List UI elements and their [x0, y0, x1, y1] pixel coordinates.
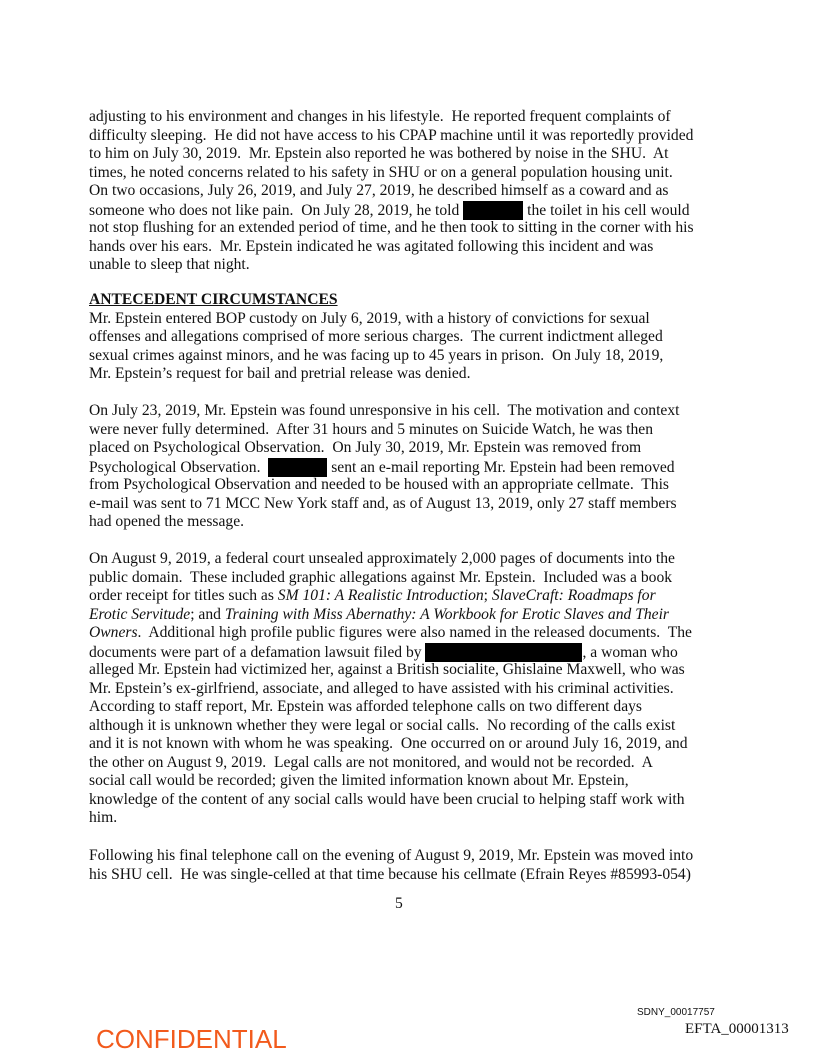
- confidential-stamp: CONFIDENTIAL: [96, 1024, 287, 1054]
- text-segment: the other on August 9, 2019. Legal calls are not monitored, and would not be recorded. A: [89, 753, 653, 771]
- text-segment: sent an e-mail reporting Mr. Epstein had been removed: [327, 458, 675, 476]
- text-segment: had opened the message.: [89, 513, 245, 530]
- text-segment: ; and: [190, 605, 225, 623]
- text-line: [89, 680, 692, 699]
- text-segment: not stop flushing for an extended period of time, and he then took to sitting in the corner with his: [89, 219, 694, 236]
- italic-title: Owners: [89, 624, 138, 641]
- text-segment: social call would be recorded; given the limited information known about Mr. Epstein,: [89, 772, 629, 789]
- text-line: [89, 495, 679, 514]
- text-segment: from Psychological Observation and needed to be housed with an appropriate cellmate. This: [89, 476, 669, 493]
- text-line: [89, 182, 694, 201]
- text-line: [89, 365, 663, 384]
- paragraph-final-call: [89, 847, 693, 884]
- text-line: [89, 772, 692, 791]
- text-segment: him.: [89, 809, 118, 826]
- text-segment: According to staff report, Mr. Epstein was afforded telephone calls on two different days: [89, 698, 642, 715]
- text-line: [89, 219, 694, 238]
- text-line: [89, 476, 679, 495]
- text-segment: times, he noted concerns related to his safety in SHU or on a general population housing unit.: [89, 163, 673, 181]
- text-line: [89, 145, 694, 164]
- text-line: [89, 624, 692, 643]
- text-segment: and it is not known with whom he was speaking. One occurred on or around July 16, 2019, and: [89, 735, 688, 752]
- paragraph-july-23: [89, 402, 679, 532]
- text-segment: his SHU cell. He was single-celled at that time because his cellmate (Efrain Reyes #85993-054): [89, 865, 691, 883]
- text-segment: On August 9, 2019, a federal court unsealed approximately 2,000 pages of documents into the: [89, 550, 675, 567]
- redaction-box: [268, 458, 327, 477]
- text-segment: Following his final telephone call on the evening of August 9, 2019, Mr. Epstein was moved into: [89, 847, 694, 864]
- text-line: [89, 717, 692, 736]
- text-line: [89, 164, 694, 183]
- text-segment: Mr. Epstein entered BOP custody on July 6, 2019, with a history of convictions for sexual: [89, 309, 650, 327]
- bates-sdny: SDNY_00017757: [637, 1007, 715, 1018]
- text-segment: unable to sleep that night.: [89, 256, 250, 273]
- text-line: [89, 328, 663, 347]
- text-segment: the toilet in his cell would: [523, 201, 690, 219]
- text-segment: On two occasions, July 26, 2019, and July 27, 2019, he described himself as a coward and as: [89, 182, 669, 199]
- section-antecedent-circumstances: [89, 291, 663, 384]
- text-line: [89, 238, 694, 257]
- text-line: [89, 809, 692, 828]
- text-line: [89, 108, 694, 127]
- text-line: [89, 402, 679, 421]
- text-segment: although it is unknown whether they were legal or social calls. No recording of the calls exist: [89, 716, 676, 734]
- redaction-box: [425, 643, 582, 662]
- text-line: [89, 587, 692, 606]
- text-line: [89, 421, 679, 440]
- text-segment: placed on Psychological Observation. On July 30, 2019, Mr. Epstein was removed from: [89, 439, 642, 456]
- italic-title: SM 101: A Realistic Introduction: [277, 587, 484, 604]
- text-segment: public domain. These included graphic allegations against Mr. Epstein. Included was a book: [89, 568, 673, 586]
- page-number: 5: [395, 895, 403, 912]
- text-segment: Psychological Observation.: [89, 458, 269, 476]
- text-line: [89, 127, 694, 146]
- text-segment: ;: [483, 587, 492, 604]
- text-segment: hands over his ears. Mr. Epstein indicated he was agitated following this incident and was: [89, 237, 654, 255]
- text-segment: . Additional high profile public figures were also named in the released documents. The: [137, 624, 692, 641]
- text-line: [89, 698, 692, 717]
- text-line: [89, 291, 663, 310]
- text-segment: documents were part of a defamation lawsuit filed by: [89, 643, 426, 661]
- text-line: [89, 347, 663, 366]
- text-segment: knowledge of the content of any social calls would have been crucial to helping staff work with: [89, 790, 685, 808]
- text-line: [89, 439, 679, 458]
- bates-efta: EFTA_00001313: [685, 1021, 789, 1037]
- text-line: [89, 310, 663, 329]
- text-line: [89, 847, 693, 866]
- italic-title: Training with Miss Abernathy: A Workbook for Erotic Slaves and Their: [224, 605, 669, 623]
- text-segment: Mr. Epstein’s ex-girlfriend, associate, and alleged to have assisted with his criminal activities.: [89, 679, 674, 697]
- text-segment: difficulty sleeping. He did not have access to his CPAP machine until it was reportedly provided: [89, 126, 694, 144]
- section-heading: ANTECEDENT CIRCUMSTANCES: [89, 291, 338, 308]
- italic-title: Erotic Servitude: [89, 605, 191, 623]
- text-segment: order receipt for titles such as: [89, 587, 278, 604]
- text-line: [89, 754, 692, 773]
- text-line: [89, 791, 692, 810]
- text-line: [89, 866, 693, 885]
- text-segment: adjusting to his environment and changes in his lifestyle. He reported frequent complaints of: [89, 108, 671, 125]
- text-line: [89, 458, 679, 477]
- text-segment: Mr. Epstein’s request for bail and pretrial release was denied.: [89, 365, 471, 382]
- text-line: [89, 661, 692, 680]
- text-line: [89, 513, 679, 532]
- text-segment: someone who does not like pain. On July 28, 2019, he told: [89, 201, 464, 219]
- paragraph-environment: [89, 108, 694, 275]
- text-line: [89, 201, 694, 220]
- text-segment: alleged Mr. Epstein had victimized her, against a British socialite, Ghislaine Maxwell, who was: [89, 661, 685, 678]
- text-segment: , a woman who: [582, 643, 678, 661]
- redaction-box: [463, 201, 523, 220]
- text-line: [89, 550, 692, 569]
- text-line: [89, 735, 692, 754]
- text-segment: e-mail was sent to 71 MCC New York staff and, as of August 13, 2019, only 27 staff members: [89, 494, 677, 512]
- text-line: [89, 643, 692, 662]
- text-line: [89, 256, 694, 275]
- text-segment: to him on July 30, 2019. Mr. Epstein also reported he was bothered by noise in the SHU. At: [89, 145, 669, 162]
- text-segment: sexual crimes against minors, and he was facing up to 45 years in prison. On July 18, 2019,: [89, 346, 664, 364]
- italic-title: SlaveCraft: Roadmaps for: [491, 587, 656, 604]
- text-segment: were never fully determined. After 31 hours and 5 minutes on Suicide Watch, he was then: [89, 420, 654, 438]
- text-segment: offenses and allegations comprised of more serious charges. The current indictment alleged: [89, 328, 663, 345]
- text-line: [89, 606, 692, 625]
- paragraph-august-9: [89, 550, 692, 828]
- text-line: [89, 569, 692, 588]
- text-segment: On July 23, 2019, Mr. Epstein was found unresponsive in his cell. The motivation and context: [89, 402, 680, 419]
